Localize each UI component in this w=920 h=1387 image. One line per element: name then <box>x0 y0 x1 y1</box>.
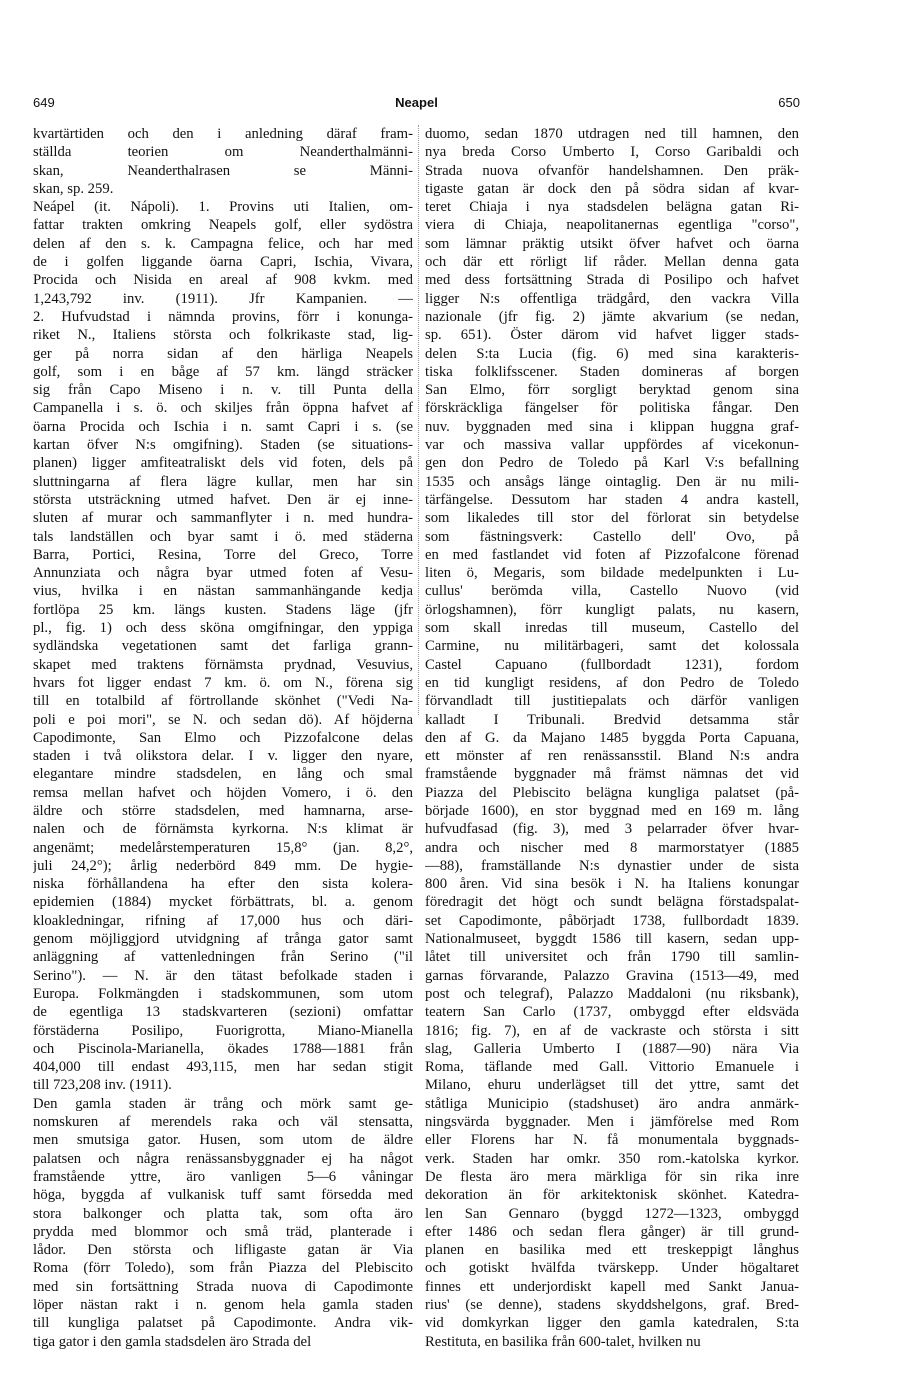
text-line: Annunziata och några byar utmed foten af Vesu- <box>33 565 413 582</box>
text-line: delen S:ta Lucia (fig. 6) med sina karakteris- <box>425 345 799 362</box>
text-line: prydda med blommor och små träd, planterade i <box>33 1223 413 1240</box>
text-line: ståtliga Municipio (stadshuset) äro andra anmärk- <box>425 1095 799 1112</box>
text-line: som lämnar präktig utsikt öfver hafvet och öarna <box>425 235 799 252</box>
text-line: staden i två olikstora delar. I v. ligger den nyare, <box>33 748 413 765</box>
text-line: öarna Procida och Ischia i n. samt Capri i s. (se <box>33 418 413 435</box>
text-line: Capodimonte, San Elmo och Pizzofalcone delas <box>33 729 413 746</box>
text-line: Milano, ehuru underlägset till det yttre, samt det <box>425 1077 799 1094</box>
text-line: och gotiskt hvälfda tvärskepp. Under högaltaret <box>425 1260 799 1277</box>
text-line: Europa. Folkmängden i stadskommunen, som utom <box>33 985 413 1002</box>
text-line: och Piscinola-Marianella, ökades 1788—1881 från <box>33 1040 413 1057</box>
text-line: höga, byggda af vulkanisk tuff samt försedda med <box>33 1187 413 1204</box>
right-column <box>425 125 799 1365</box>
text-line: golf, som i en båge af 57 km. längd sträcker <box>33 363 413 380</box>
text-line: riket N., Italiens största och folkrikaste stad, lig- <box>33 327 413 344</box>
text-line: San Elmo, förr sorgligt beryktad genom sina <box>425 382 799 399</box>
text-line: fortlöpa 25 km. längs kusten. Stadens läge (jfr <box>33 601 413 618</box>
text-line: Procida och Nisida en areal af 908 kvkm. med <box>33 272 413 289</box>
text-line: anläggning af vattenledningen från Serino ("il <box>33 949 413 966</box>
text-line: sydländska vegetationen samt det farliga grann- <box>33 638 413 655</box>
text-line: ningsvärda byggnader. Men i jämförelse med Rom <box>425 1114 799 1131</box>
text-line: garnas förvarande, Palazzo Gravina (1513—49, med <box>425 967 799 984</box>
text-line: slag, Galleria Umberto I (1887—90) nära Via <box>425 1040 799 1057</box>
text-line: 1816; fig. 7), en af de vackraste och största i sitt <box>425 1022 799 1039</box>
text-line: nazionale (jfr fig. 2) jämte akvarium (se nedan, <box>425 308 799 325</box>
text-line: förstäderna Posilipo, Fuorigrotta, Miano-Mianella <box>33 1022 413 1039</box>
text-line: lådor. Den största och lifligaste gatan är Via <box>33 1242 413 1259</box>
text-line: liten ö, Megaris, som bildade medelpunkten i Lu- <box>425 565 799 582</box>
text-line: till 723,208 inv. (1911). <box>33 1077 172 1094</box>
text-line: sig från Capo Miseno i n. v. till Punta della <box>33 382 413 399</box>
text-line: nalen och de förnämsta kyrkorna. N:s klimat är <box>33 821 413 838</box>
text-line: tals landställen och byar samt i ö. med städerna <box>33 528 413 545</box>
text-line: teret Chiaja i nya stadsdelen belägna gatan Ri- <box>425 199 799 216</box>
text-line: Piazza del Plebiscito belägna kungliga palatset (på- <box>425 784 799 801</box>
text-line: verk. Staden har omkr. 350 rom.-katolska kyrkor. <box>425 1150 799 1167</box>
text-line: Restituta, en basilika från 600-talet, hvilken nu <box>425 1333 701 1350</box>
text-line: gen don Pedro de Toledo på Karl V:s befallning <box>425 455 799 472</box>
text-line: de egentliga 13 stadskvarteren (sezioni) omfattar <box>33 1004 413 1021</box>
text-line: förvandladt till justitiepalats och därför vanligen <box>425 693 799 710</box>
text-line: efter 1486 och sedan flera gånger) är till grund- <box>425 1223 799 1240</box>
text-line: delen af den s. k. Campagna felice, och har med <box>33 235 413 252</box>
text-line: tiga gator i den gamla stadsdelen äro Strada del <box>33 1333 312 1350</box>
text-line: fattar trakten omkring Neapels golf, eller sydöstra <box>33 217 413 234</box>
text-line: men smutsiga gator. Husen, som utom de äldre <box>33 1132 413 1149</box>
text-line: ger på norra sidan af den härliga Neapels <box>33 345 413 362</box>
text-line: De flesta äro mera märkliga för sin rika inre <box>425 1168 799 1185</box>
text-line: remsa mellan hafvet och höjden Vomero, i ö. den <box>33 784 413 801</box>
text-line: 2. Hufvudstad i nämnda provins, förr i konunga- <box>33 308 413 325</box>
text-line: med dess fortsättning Strada di Posilipo och hafvet <box>425 272 799 289</box>
page-number-right: 650 <box>778 95 800 110</box>
text-line: Serino"). — N. är den tätast befolkade staden i <box>33 967 413 984</box>
text-line: ett mönster af ren renässansstil. Bland N:s andra <box>425 748 799 765</box>
text-line: största utsträckning utmed hafvet. Den är ej inne- <box>33 491 413 508</box>
text-line: Barra, Portici, Resina, Torre del Greco, Torre <box>33 546 413 563</box>
text-line: palatsen och några renässansbyggnader ej ha något <box>33 1150 413 1167</box>
text-line: teatern San Carlo (1737, ombyggd efter eldsväda <box>425 1004 799 1021</box>
text-line: juli 24,2°); årlig nederbörd 849 mm. De hygie- <box>33 857 413 874</box>
text-line: cullus' berömda villa, Castello Nuovo (vid <box>425 583 799 600</box>
text-line: epidemien (1884) mycket förbättrats, bl. a. genom <box>33 894 413 911</box>
text-line: vius, hvilka i en nästan sammanhängande kedja <box>33 583 413 600</box>
text-line: Strada nuova ofvanför handelshamnen. Den präk- <box>425 162 799 179</box>
text-line: finnes ett underjordiskt kapell med Sankt Janua- <box>425 1278 799 1295</box>
text-line: kloakledningar, rifning af 17,000 hus och däri- <box>33 912 413 929</box>
text-line: elegantare mindre stadsdelen, en lång och smal <box>33 766 413 783</box>
text-line: Campanella i s. ö. och skiljes från öppna hafvet af <box>33 400 413 417</box>
text-line: dekoration än för arkitektonisk skönhet. Katedra- <box>425 1187 799 1204</box>
text-line: som fästningsverk: Castello dell' Ovo, på <box>425 528 799 545</box>
text-line: till en totalbild af förtrollande skönhet ("Vedi Na- <box>33 693 413 710</box>
text-line: stora balkonger och platta tak, som ofta äro <box>33 1205 413 1222</box>
text-line: 800 åren. Vid sina besök i N. ha Italiens konungar <box>425 876 799 893</box>
text-line: med sin fortsättning Strada nuova di Capodimonte <box>33 1278 413 1295</box>
text-line: en tid kungligt residens, af don Pedro de Toledo <box>425 674 799 691</box>
text-line: framstående byggnader må främst nämnas det vid <box>425 766 799 783</box>
text-line: som skall inredas till museum, Castello del <box>425 620 799 637</box>
text-line: genom möjliggjord utvidgning af trånga gator samt <box>33 931 413 948</box>
text-line: kartan öfver N:s omgifning). Staden (se situations- <box>33 437 413 454</box>
text-line: Nationalmuseet, byggdt 1586 till kasern, sedan upp- <box>425 931 799 948</box>
text-line: skan, sp. 259. <box>33 180 114 197</box>
text-line: pl., fig. 1) och dess sköna omgifningar, den yppiga <box>33 620 413 637</box>
text-line: Roma, täflande med Gall. Vittorio Emanuele i <box>425 1059 799 1076</box>
text-line: planen en basilika med ett treskeppigt långhus <box>425 1242 799 1259</box>
text-line: äldre och större stadsdelen, med hamnarna, arse- <box>33 802 413 819</box>
text-line: post och telegraf), Palazzo Maddaloni (nu riksbank), <box>425 985 799 1002</box>
text-line: 404,000 till endast 493,115, men har sedan stigit <box>33 1059 413 1076</box>
text-line: tiska folklifsscener. Staden domineras af borgen <box>425 363 799 380</box>
text-line: 1,243,792 inv. (1911). Jfr Kampanien. — <box>33 290 413 307</box>
text-line: en med fastlandet vid foten af Pizzofalcone förenad <box>425 546 799 563</box>
text-line: niska förhållandena ha efter den sista kolera- <box>33 876 413 893</box>
text-line: angenämt; medelårstemperaturen 15,8° (jan. 8,2°, <box>33 839 413 856</box>
text-line: till kungliga palatset på Capodimonte. Andra vik- <box>33 1315 413 1332</box>
text-line: len San Gennaro (byggd 1272—1323, ombyggd <box>425 1205 799 1222</box>
text-line: ställda teorien om Neanderthalmänni- <box>33 144 413 161</box>
text-line: sluten af murar och sammanflyter i n. med hundra- <box>33 510 413 527</box>
text-line: löper nästan rakt i n. genom hela gamla staden <box>33 1297 413 1313</box>
text-line: och där ett rörligt lif råder. Mellan denna gata <box>425 254 799 271</box>
text-line: vid domkyrkan ligger den gamla katedralen, S:ta <box>425 1315 799 1332</box>
text-line: hvars fot ligger endast 7 km. ö. om N., förena sig <box>33 674 413 691</box>
text-line: föredragit det högt och sundt belägna förstadspalat- <box>425 894 799 911</box>
page-number-left: 649 <box>33 95 55 110</box>
text-line: framstående yttre, äro vanligen 5—6 våningar <box>33 1168 413 1185</box>
text-line: Neápel (it. Nápoli). 1. Provins uti Italien, om- <box>33 199 413 216</box>
text-line: eller Florens har N. få monumentala byggnads- <box>425 1132 799 1149</box>
text-line: var och massiva vallar uppfördes af vicekonun- <box>425 437 799 454</box>
text-line: —88), framställande N:s dynastier under de sista <box>425 857 799 874</box>
text-line: set Capodimonte, påbörjadt 1738, fullbordadt 1839. <box>425 912 799 929</box>
text-line: sluttningarna af flera lägre kullar, men har sin <box>33 473 413 490</box>
text-line: nya breda Corso Umberto I, Corso Garibaldi och <box>425 144 799 161</box>
text-line: hufvudfasad (fig. 3), med 3 pelarrader öfver hvar- <box>425 821 799 838</box>
text-line: nuv. byggnaden med sina i klippan huggna graf- <box>425 418 799 435</box>
text-line: Carmine, nu militärbageri, samt det kolossala <box>425 638 799 655</box>
text-line: som likaledes till stor del förlorat sin betydelse <box>425 510 799 527</box>
text-line: tigaste gatan är dock den på södra sidan af kvar- <box>425 180 799 197</box>
text-line: tärfängelse. Dessutom har staden 4 andra kastell, <box>425 491 799 508</box>
text-line: låtet till universitet och från 1790 till samlin- <box>425 949 799 966</box>
text-line: kalladt I Tribunali. Bredvid detsamma står <box>425 711 799 728</box>
column-divider <box>418 125 419 715</box>
text-line: Castel Capuano (fullbordadt 1231), fordom <box>425 656 799 673</box>
text-line: förskräckliga fängelser för politiska fångar. Den <box>425 400 799 417</box>
text-line: den af G. da Majano 1485 byggda Porta Capuana, <box>425 729 799 746</box>
text-line: poli e poi mori", se N. och sedan dö). Af höjderna <box>33 711 413 728</box>
text-line: rius' (se denne), stadens skyddshelgons, graf. Bred- <box>425 1297 799 1313</box>
text-line: örlogshamnen), förr kungligt palats, nu kasern, <box>425 601 799 618</box>
text-line: kvartärtiden och den i anledning däraf fram- <box>33 126 413 142</box>
left-column <box>33 125 413 1365</box>
text-line: viera di Chiaja, neapolitanernas egentliga "corso", <box>425 217 799 234</box>
text-line: nomskuren af merendels raka och väl stensatta, <box>33 1114 413 1131</box>
text-line: duomo, sedan 1870 utdragen ned till hamnen, den <box>425 126 799 142</box>
text-line: ligger N:s offentliga trädgård, den vackra Villa <box>425 290 799 307</box>
text-line: Den gamla staden är trång och mörk samt ge- <box>33 1095 413 1112</box>
text-line: 1535 och ansågs länge ointaglig. Den är nu mili- <box>425 473 799 490</box>
text-line: började 1600), en stor byggnad med en 169 m. lång <box>425 802 799 819</box>
text-line: Roma (förr Toledo), som från Piazza del Plebiscito <box>33 1260 413 1277</box>
text-line: sp. 651). Öster därom vid hafvet ligger stads- <box>425 327 799 344</box>
text-line: andra och nischer med 8 marmorstatyer (1885 <box>425 839 799 856</box>
running-head: Neapel <box>395 95 438 110</box>
text-line: de i golfen liggande öarna Capri, Ischia, Vivara, <box>33 254 413 271</box>
text-line: skan, Neanderthalrasen se Männi- <box>33 162 413 179</box>
text-line: skapet med traktens förnämsta prydnad, Vesuvius, <box>33 656 413 673</box>
text-line: planen) ligger amfiteatraliskt dels vid foten, dels på <box>33 455 413 472</box>
